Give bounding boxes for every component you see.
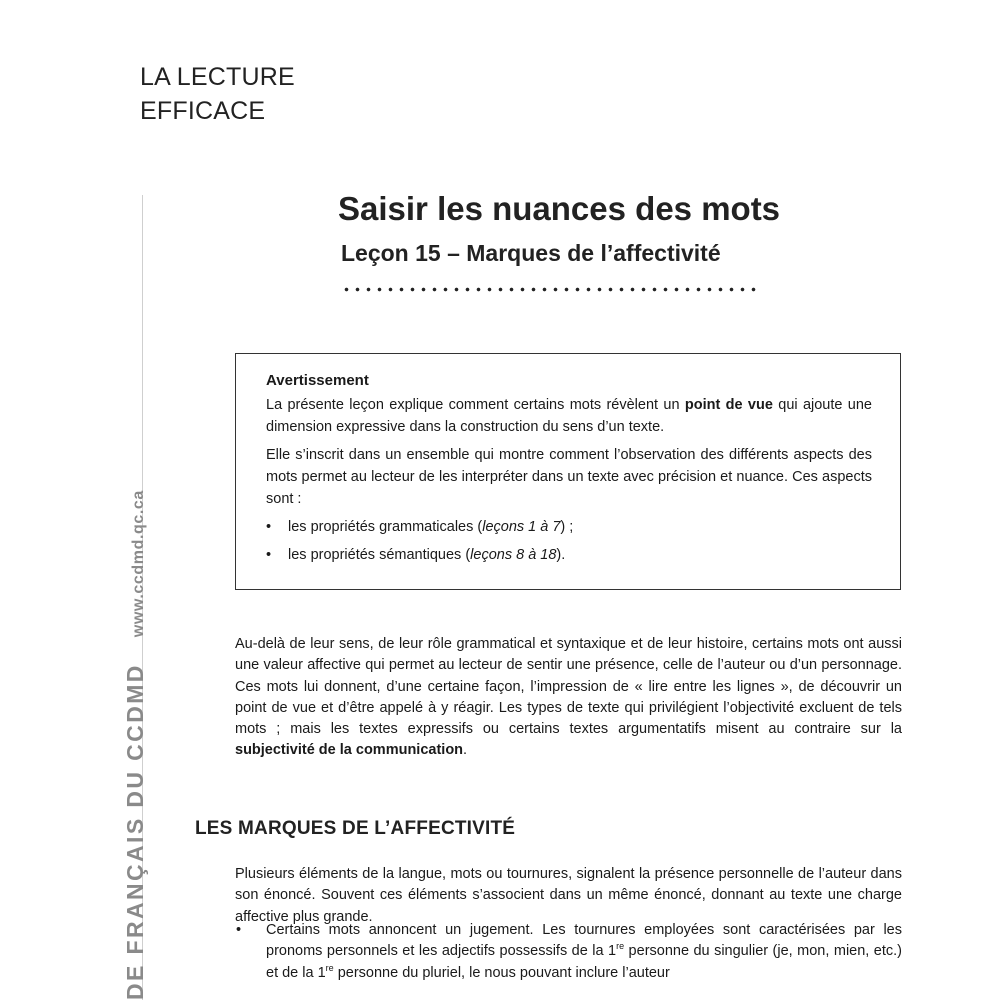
section-heading: LES MARQUES DE L’AFFECTIVITÉ [195, 818, 516, 839]
document-header [140, 60, 295, 128]
sidebar-url: www.ccdmd.qc.ca [130, 490, 147, 638]
warning-title: Avertissement [266, 372, 369, 389]
section-bullet-item: • Certains mots annoncent un jugement. Les tournures employées sont caractérisées par les pronoms personnels et les adjectifs possessifs de la 1re personne du singulier (je, mon, mien, etc.) et de la 1re personne du pluriel, le nous pouvant inclure l’auteur [236, 920, 902, 984]
section-paragraph: Plusieurs éléments de la langue, mots ou tournures, signalent la présence personnelle de l’auteur dans son énoncé. Souvent ces éléments s’associent dans un même énoncé, donnant au texte une charge affective plus grande. [235, 866, 902, 925]
sidebar-publisher: DE FRANÇAIS DU CCDMD [122, 663, 148, 1000]
warning-box [235, 353, 901, 590]
page-title: Saisir les nuances des mots [338, 190, 781, 227]
sidebar-vertical-text [122, 490, 149, 1000]
warning-paragraph-2: Elle s’inscrit dans un ensemble qui montre comment l’observation des différents aspects des mots permet au lecteur de les interpréter dans un texte avec précision et nuance. Ces aspects sont : [266, 447, 872, 507]
dotted-divider [341, 287, 759, 292]
intro-paragraph: Au-delà de leur sens, de leur rôle grammatical et syntaxique et de leur histoire, certains mots ont aussi une valeur affective qui permet au lecteur de sentir une présence, celle de l’auteur ou d’un personnage. Ces mots lui donnent, d’une certaine façon, l’impression de « lire entre les lignes », de découvrir un point de vue et d’être appelé à y réagir. Les types de texte qui privilégient l’objectivité excluent de tels mots ; mais les textes expressifs ou certains textes argumentatifs misent au contraire sur la subjectivité de la communication. [235, 636, 902, 759]
warning-paragraph-1: La présente leçon explique comment certains mots révèlent un point de vue qui ajoute une dimension expressive dans la construction du sens d’un texte. [266, 397, 872, 435]
header-line-1: LA LECTURE [140, 63, 295, 91]
warning-list-item: • les propriétés grammaticales (leçons 1 à 7) ; [266, 516, 872, 538]
lesson-subtitle: Leçon 15 – Marques de l’affectivité [341, 240, 721, 266]
warning-list-item: • les propriétés sémantiques (leçons 8 à 18). [266, 544, 872, 566]
header-line-2: EFFICACE [140, 97, 266, 125]
warning-list [266, 516, 872, 566]
